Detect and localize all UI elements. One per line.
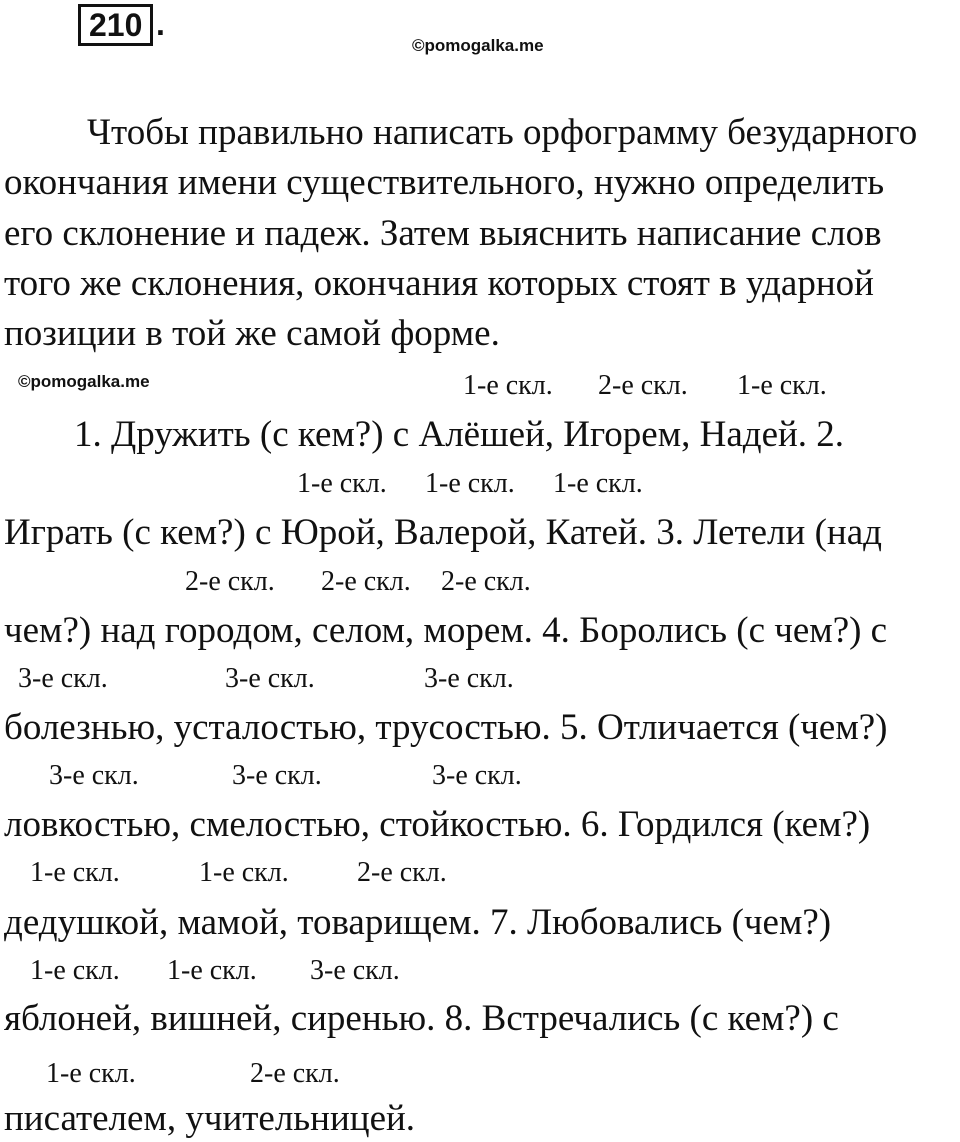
annotation-3-2: 2-е скл. xyxy=(321,566,411,597)
annotation-2-1: 1-е скл. xyxy=(297,468,387,499)
annotation-5-2: 3-е скл. xyxy=(232,760,322,791)
watermark-middle: ©pomogalka.me xyxy=(18,372,150,391)
annotation-1-3: 1-е скл. xyxy=(737,370,827,401)
annotation-1-1: 1-е скл. xyxy=(463,370,553,401)
annotation-4-2: 3-е скл. xyxy=(225,663,315,694)
exercise-number: 210 xyxy=(78,4,153,46)
annotation-2-3: 1-е скл. xyxy=(553,468,643,499)
annotation-6-1: 1-е скл. xyxy=(30,857,120,888)
annotation-6-3: 2-е скл. xyxy=(357,857,447,888)
annotation-5-1: 3-е скл. xyxy=(49,760,139,791)
text-line-4: болезнью, усталостью, трусостью. 5. Отличается (чем?) xyxy=(4,707,888,748)
text-line-7: яблоней, вишней, сиренью. 8. Встречались (с кем?) с xyxy=(4,998,839,1039)
intro-line-2: окончания имени существительного, нужно определить xyxy=(4,162,885,203)
intro-line-4: того же склонения, окончания которых стоят в ударной xyxy=(4,263,874,304)
annotation-2-2: 1-е скл. xyxy=(425,468,515,499)
text-line-8: писателем, учительницей. xyxy=(4,1098,416,1139)
intro-line-3: его склонение и падеж. Затем выяснить написание слов xyxy=(4,213,882,254)
annotation-8-2: 2-е скл. xyxy=(250,1058,340,1089)
annotation-5-3: 3-е скл. xyxy=(432,760,522,791)
annotation-1-2: 2-е скл. xyxy=(598,370,688,401)
annotation-7-1: 1-е скл. xyxy=(30,955,120,986)
text-line-6: дедушкой, мамой, товарищем. 7. Любовались (чем?) xyxy=(4,902,832,943)
annotation-7-3: 3-е скл. xyxy=(310,955,400,986)
annotation-3-3: 2-е скл. xyxy=(441,566,531,597)
exercise-number-dot: . xyxy=(156,6,165,42)
text-line-2: Играть (с кем?) с Юрой, Валерой, Катей. 3. Летели (над xyxy=(4,512,882,553)
annotation-6-2: 1-е скл. xyxy=(199,857,289,888)
text-line-1: 1. Дружить (с кем?) с Алёшей, Игорем, Надей. 2. xyxy=(74,414,845,455)
watermark-top: ©pomogalka.me xyxy=(412,36,544,55)
text-line-5: ловкостью, смелостью, стойкостью. 6. Гордился (кем?) xyxy=(4,804,871,845)
text-line-3: чем?) над городом, селом, морем. 4. Боролись (с чем?) с xyxy=(4,610,888,651)
intro-line-5: позиции в той же самой форме. xyxy=(4,313,500,354)
annotation-8-1: 1-е скл. xyxy=(46,1058,136,1089)
annotation-4-1: 3-е скл. xyxy=(18,663,108,694)
annotation-3-1: 2-е скл. xyxy=(185,566,275,597)
intro-line-1: Чтобы правильно написать орфограмму безударного xyxy=(87,112,918,153)
annotation-4-3: 3-е скл. xyxy=(424,663,514,694)
annotation-7-2: 1-е скл. xyxy=(167,955,257,986)
